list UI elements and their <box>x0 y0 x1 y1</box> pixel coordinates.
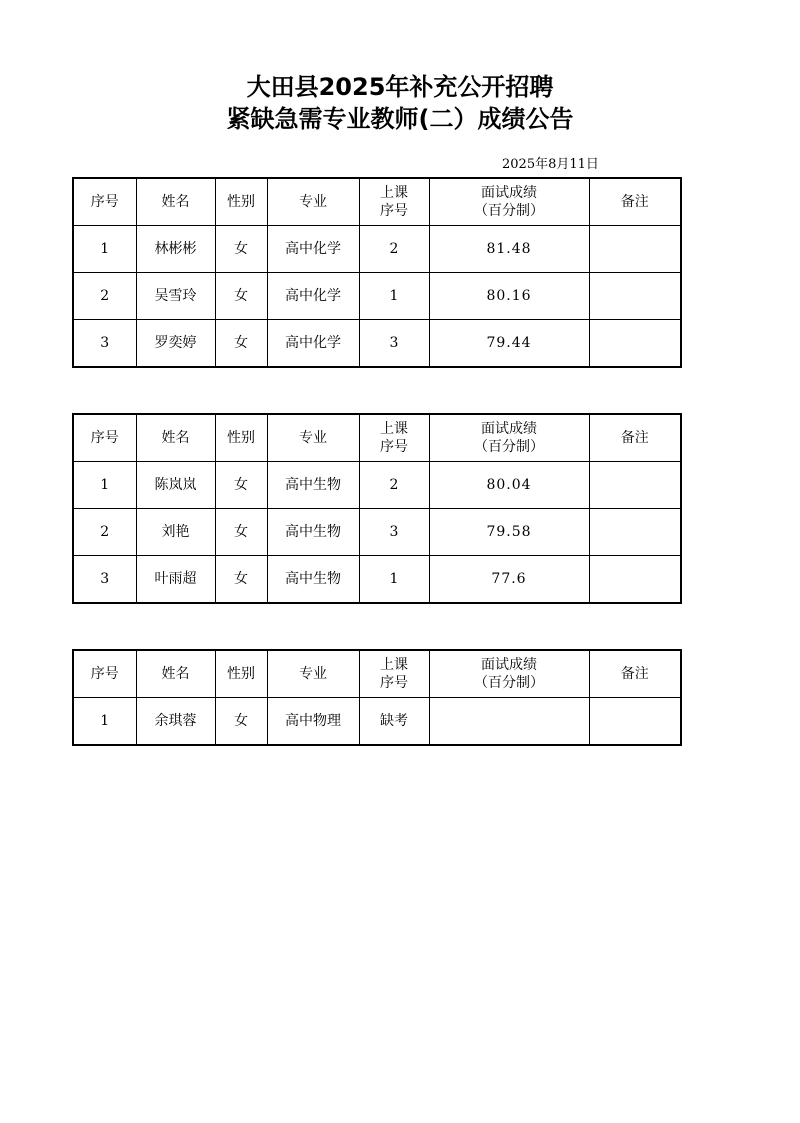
cell-name: 陈岚岚 <box>136 462 215 509</box>
header-score <box>429 650 589 698</box>
cell-score: 80.16 <box>429 273 589 320</box>
header-lesson-no-line1: 上课 <box>380 185 408 201</box>
header-lesson-no <box>359 414 429 462</box>
header-gender: 性别 <box>215 650 267 698</box>
header-lesson-no-line1: 上课 <box>380 657 408 673</box>
cell-lesson-no: 3 <box>359 320 429 368</box>
cell-score <box>429 698 589 746</box>
cell-subject: 高中生物 <box>267 556 359 604</box>
cell-name: 吴雪玲 <box>136 273 215 320</box>
cell-subject: 高中化学 <box>267 273 359 320</box>
cell-lesson-no: 1 <box>359 556 429 604</box>
header-remark: 备注 <box>589 414 681 462</box>
header-score-line1: 面试成绩 <box>481 657 537 673</box>
table-row <box>73 273 681 320</box>
cell-name: 刘艳 <box>136 509 215 556</box>
cell-lesson-no: 3 <box>359 509 429 556</box>
cell-remark <box>589 698 681 746</box>
cell-name: 叶雨超 <box>136 556 215 604</box>
cell-remark <box>589 556 681 604</box>
table-row <box>73 509 681 556</box>
table-header-row <box>73 650 681 698</box>
header-lesson-no <box>359 650 429 698</box>
header-no: 序号 <box>73 178 136 226</box>
cell-no: 3 <box>73 320 136 368</box>
document-title-line1: 大田县2025年补充公开招聘 <box>246 73 554 101</box>
cell-subject: 高中物理 <box>267 698 359 746</box>
cell-gender: 女 <box>215 273 267 320</box>
score-table-biology <box>72 413 682 604</box>
cell-no: 1 <box>73 226 136 273</box>
header-score <box>429 178 589 226</box>
cell-lesson-no: 2 <box>359 462 429 509</box>
cell-score: 77.6 <box>429 556 589 604</box>
header-score <box>429 414 589 462</box>
cell-lesson-no: 缺考 <box>359 698 429 746</box>
cell-lesson-no: 2 <box>359 226 429 273</box>
header-score-line2: （百分制） <box>474 439 544 455</box>
header-score-line1: 面试成绩 <box>481 185 537 201</box>
cell-name: 罗奕婷 <box>136 320 215 368</box>
cell-gender: 女 <box>215 320 267 368</box>
header-lesson-no-line1: 上课 <box>380 421 408 437</box>
cell-remark <box>589 273 681 320</box>
cell-no: 3 <box>73 556 136 604</box>
cell-name: 余琪蓉 <box>136 698 215 746</box>
cell-no: 1 <box>73 698 136 746</box>
header-lesson-no-line2: 序号 <box>380 675 408 691</box>
table-row <box>73 320 681 368</box>
table-row <box>73 698 681 746</box>
cell-score: 79.58 <box>429 509 589 556</box>
cell-gender: 女 <box>215 462 267 509</box>
table-header-row <box>73 414 681 462</box>
header-lesson-no-line2: 序号 <box>380 439 408 455</box>
announcement-date: 2025年8月11日 <box>502 157 599 172</box>
cell-subject: 高中生物 <box>267 462 359 509</box>
score-table-chemistry <box>72 177 682 368</box>
header-lesson-no-line2: 序号 <box>380 203 408 219</box>
header-name: 姓名 <box>136 178 215 226</box>
header-name: 姓名 <box>136 650 215 698</box>
header-gender: 性别 <box>215 178 267 226</box>
header-score-line2: （百分制） <box>474 203 544 219</box>
table-row <box>73 462 681 509</box>
cell-remark <box>589 226 681 273</box>
document-title-line2: 紧缺急需专业教师(二）成绩公告 <box>226 105 574 133</box>
header-score-line1: 面试成绩 <box>481 421 537 437</box>
cell-no: 2 <box>73 509 136 556</box>
table-row <box>73 226 681 273</box>
cell-lesson-no: 1 <box>359 273 429 320</box>
cell-no: 1 <box>73 462 136 509</box>
cell-subject: 高中化学 <box>267 226 359 273</box>
header-no: 序号 <box>73 414 136 462</box>
header-lesson-no <box>359 178 429 226</box>
score-table-physics <box>72 649 682 746</box>
header-no: 序号 <box>73 650 136 698</box>
cell-gender: 女 <box>215 226 267 273</box>
cell-score: 81.48 <box>429 226 589 273</box>
header-score-line2: （百分制） <box>474 675 544 691</box>
cell-gender: 女 <box>215 698 267 746</box>
cell-gender: 女 <box>215 556 267 604</box>
header-name: 姓名 <box>136 414 215 462</box>
cell-remark <box>589 462 681 509</box>
cell-no: 2 <box>73 273 136 320</box>
header-remark: 备注 <box>589 178 681 226</box>
header-remark: 备注 <box>589 650 681 698</box>
header-subject: 专业 <box>267 178 359 226</box>
cell-gender: 女 <box>215 509 267 556</box>
cell-remark <box>589 509 681 556</box>
table-row <box>73 556 681 604</box>
header-subject: 专业 <box>267 414 359 462</box>
header-gender: 性别 <box>215 414 267 462</box>
cell-remark <box>589 320 681 368</box>
cell-subject: 高中化学 <box>267 320 359 368</box>
cell-subject: 高中生物 <box>267 509 359 556</box>
cell-score: 80.04 <box>429 462 589 509</box>
cell-name: 林彬彬 <box>136 226 215 273</box>
cell-score: 79.44 <box>429 320 589 368</box>
header-subject: 专业 <box>267 650 359 698</box>
table-header-row <box>73 178 681 226</box>
